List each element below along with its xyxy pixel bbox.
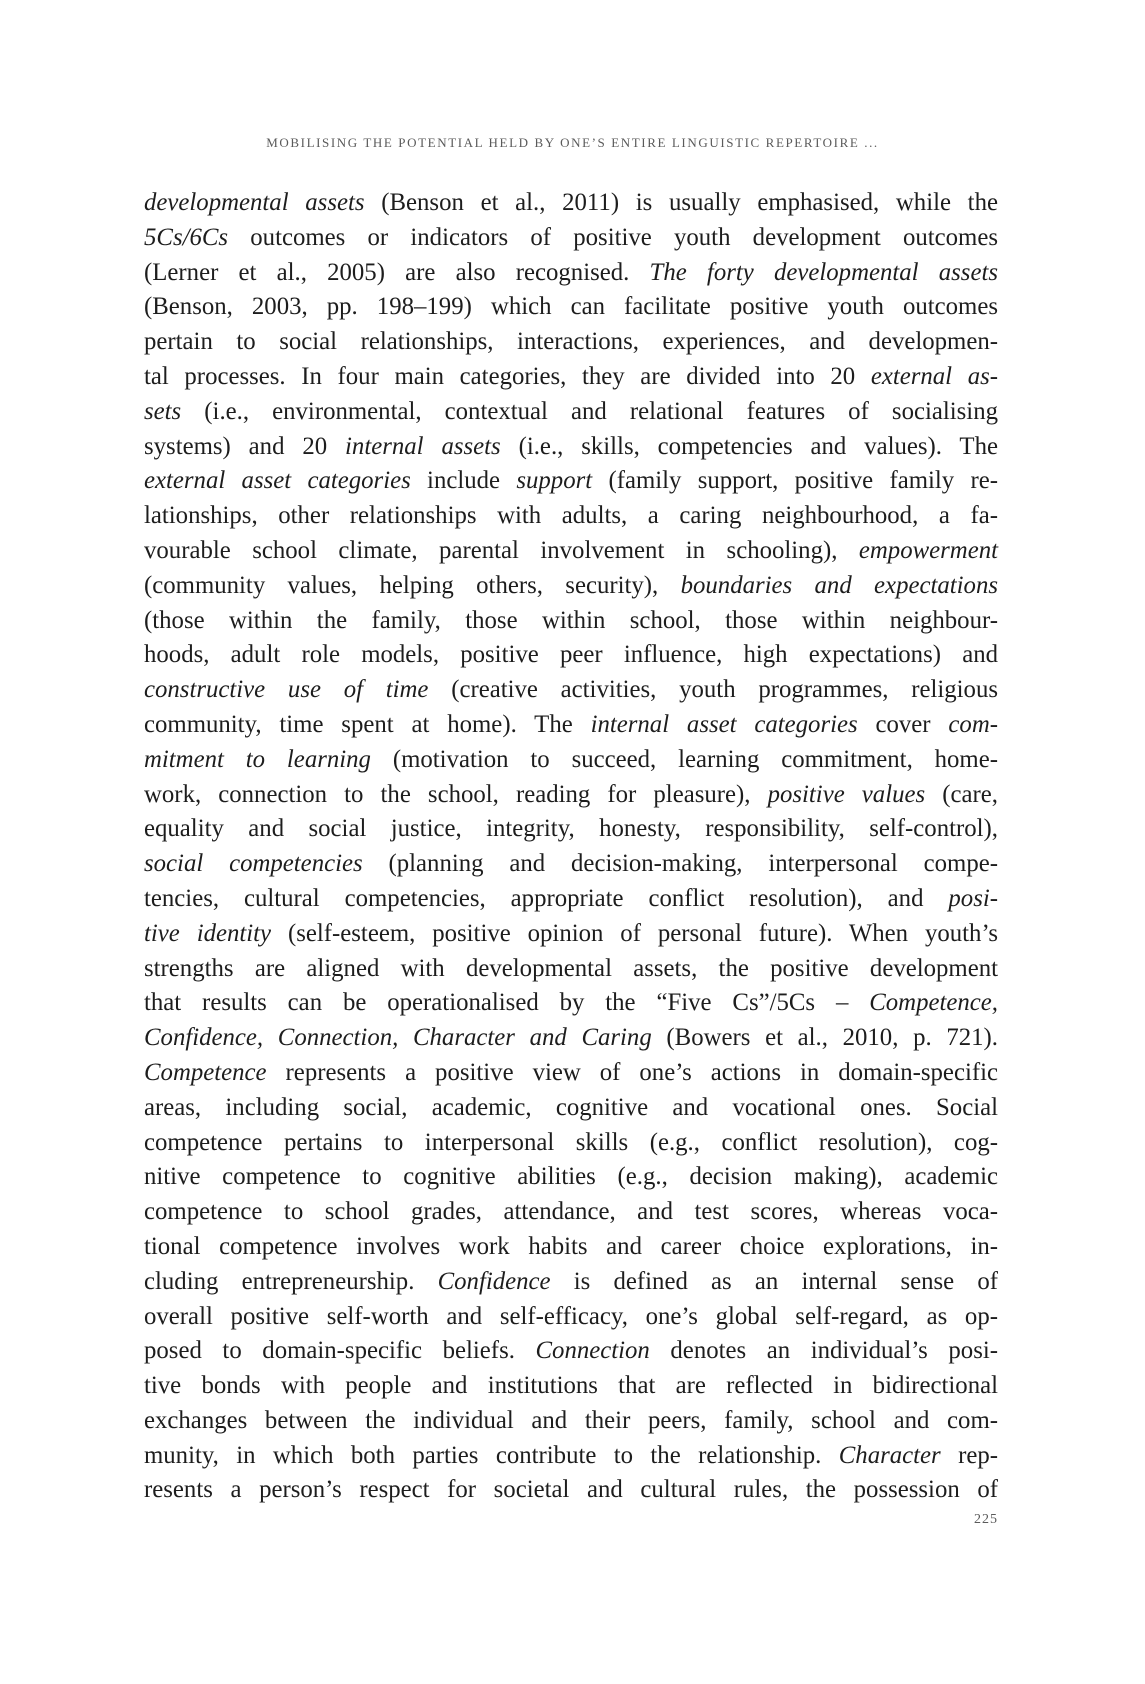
- text-line: [144, 673, 998, 708]
- text-segment: (community values, helping others, security),: [144, 571, 681, 599]
- italic-text: support: [516, 467, 593, 495]
- text-line: [144, 290, 998, 325]
- text-segment: that results can be operationalised by the “Five Cs”/5Cs –: [144, 989, 870, 1017]
- text-line: [144, 395, 998, 430]
- text-segment: areas, including social, academic, cognitive and vocational ones. Social: [144, 1093, 998, 1121]
- italic-text: tive identity: [144, 919, 272, 947]
- italic-text: com-: [948, 710, 998, 738]
- text-segment: posed to domain-specific beliefs.: [144, 1337, 536, 1365]
- text-line: [144, 186, 998, 221]
- text-line: [144, 534, 998, 569]
- italic-text: social competencies: [144, 850, 363, 878]
- text-segment: (family support, positive family re-: [592, 467, 999, 495]
- text-segment: nitive competence to cognitive abilities (e.g., decision making), academic: [144, 1163, 998, 1191]
- text-line: [144, 882, 998, 917]
- text-segment: tal processes. In four main categories, they are divided into 20: [144, 362, 871, 390]
- text-line: [144, 1439, 998, 1474]
- text-segment: rep-: [940, 1441, 998, 1469]
- text-segment: cover: [857, 710, 949, 738]
- italic-text: posi-: [948, 884, 998, 912]
- text-segment: (Bowers et al., 2010, p. 721).: [651, 1024, 998, 1052]
- text-segment: (motivation to succeed, learning commitment, home-: [370, 745, 998, 773]
- text-segment: competence pertains to interpersonal skills (e.g., conflict resolution), cog-: [144, 1128, 998, 1156]
- text-line: [144, 986, 998, 1021]
- text-segment: competence to school grades, attendance, and test scores, whereas voca-: [144, 1198, 998, 1226]
- italic-text: positive values: [767, 780, 926, 808]
- italic-text: boundaries and expectations: [680, 571, 998, 599]
- text-line: [144, 1404, 998, 1439]
- text-line: [144, 847, 998, 882]
- text-segment: is defined as an internal sense of: [550, 1267, 999, 1295]
- text-line: [144, 812, 998, 847]
- text-line: [144, 1160, 998, 1195]
- text-segment: strengths are aligned with developmental assets, the positive development: [144, 954, 998, 982]
- text-segment: (i.e., environmental, contextual and relational features of socialising: [181, 397, 998, 425]
- text-segment: tencies, cultural competencies, appropriate conflict resolution), and: [144, 884, 949, 912]
- text-line: [144, 325, 998, 360]
- text-segment: resents a person’s respect for societal and cultural rules, the possession of: [144, 1476, 998, 1504]
- italic-text: The forty developmental assets: [649, 258, 998, 286]
- text-line: [144, 638, 998, 673]
- text-segment: (care,: [925, 780, 998, 808]
- text-line: [144, 221, 998, 256]
- text-line: [144, 1091, 998, 1126]
- italic-text: Character: [838, 1441, 941, 1469]
- text-line: [144, 1334, 998, 1369]
- text-segment: (self-esteem, positive opinion of personal future). When youth’s: [271, 919, 998, 947]
- italic-text: developmental assets: [144, 189, 365, 216]
- italic-text: Competence,: [869, 989, 998, 1017]
- text-segment: cluding entrepreneurship.: [144, 1267, 438, 1295]
- italic-text: Confidence, Connection, Character and Caring: [144, 1024, 652, 1052]
- italic-text: external as-: [870, 362, 999, 390]
- text-line: [144, 1230, 998, 1265]
- text-segment: denotes an individual’s posi-: [649, 1337, 998, 1365]
- italic-text: 5Cs/6Cs: [144, 223, 229, 251]
- italic-text: empowerment: [858, 536, 998, 564]
- text-segment: (Lerner et al., 2005) are also recognised.: [144, 258, 650, 286]
- text-line: [144, 430, 998, 465]
- text-line: [144, 604, 998, 639]
- text-line: [144, 1195, 998, 1230]
- italic-text: Connection: [535, 1337, 650, 1365]
- text-line: [144, 360, 998, 395]
- text-segment: (those within the family, those within school, those within neighbour-: [144, 606, 998, 634]
- text-line: [144, 569, 998, 604]
- text-line: [144, 743, 998, 778]
- running-head: MOBILISING THE POTENTIAL HELD BY ONE’S ENTIRE LINGUISTIC REPERTOIRE ...: [266, 135, 879, 150]
- text-line: [144, 1300, 998, 1335]
- text-segment: work, connection to the school, reading for pleasure),: [144, 780, 768, 808]
- text-line: [144, 1369, 998, 1404]
- text-segment: (Benson et al., 2011) is usually emphasised, while the: [364, 189, 998, 216]
- italic-text: mitment to learning: [144, 745, 371, 773]
- text-segment: include: [410, 467, 517, 495]
- text-segment: pertain to social relationships, interactions, experiences, and developmen-: [144, 328, 998, 356]
- text-line: [144, 1021, 998, 1056]
- text-segment: tive bonds with people and institutions that are reflected in bidirectional: [144, 1372, 998, 1400]
- text-segment: community, time spent at home). The: [144, 710, 591, 738]
- italic-text: external asset categories: [144, 467, 411, 495]
- text-line: [144, 708, 998, 743]
- italic-text: Confidence: [437, 1267, 551, 1295]
- text-segment: vourable school climate, parental involvement in schooling),: [144, 536, 859, 564]
- text-line: [144, 464, 998, 499]
- text-line: [144, 778, 998, 813]
- text-segment: (creative activities, youth programmes, religious: [428, 676, 998, 704]
- text-segment: (Benson, 2003, pp. 198–199) which can facilitate positive youth outcomes: [144, 293, 998, 321]
- text-segment: tional competence involves work habits and career choice explorations, in-: [144, 1232, 998, 1260]
- text-line: [144, 1126, 998, 1161]
- text-segment: munity, in which both parties contribute to the relationship.: [144, 1441, 839, 1469]
- text-segment: equality and social justice, integrity, honesty, responsibility, self-control),: [144, 815, 998, 843]
- italic-text: internal asset categories: [590, 710, 858, 738]
- text-line: [144, 1473, 998, 1508]
- body-paragraph: [144, 186, 998, 1508]
- text-segment: outcomes or indicators of positive youth development outcomes: [228, 223, 998, 251]
- italic-text: constructive use of time: [144, 676, 429, 704]
- text-line: [144, 952, 998, 987]
- text-segment: systems) and 20: [144, 432, 346, 460]
- text-segment: exchanges between the individual and their peers, family, school and com-: [144, 1406, 998, 1434]
- text-segment: overall positive self-worth and self-efficacy, one’s global self-regard, as op-: [144, 1302, 998, 1330]
- text-segment: lationships, other relationships with adults, a caring neighbourhood, a fa-: [144, 502, 998, 530]
- text-segment: represents a positive view of one’s actions in domain-specific: [266, 1058, 998, 1086]
- text-line: [144, 1265, 998, 1300]
- italic-text: internal assets: [345, 432, 501, 460]
- text-line: [144, 1056, 998, 1091]
- text-line: [144, 917, 998, 952]
- italic-text: Competence: [144, 1058, 267, 1086]
- text-line: [144, 499, 998, 534]
- text-segment: hoods, adult role models, positive peer influence, high expectations) and: [144, 641, 998, 669]
- text-segment: (planning and decision-making, interpersonal compe-: [362, 850, 999, 878]
- page-number: 225: [974, 1512, 998, 1527]
- text-line: [144, 256, 998, 291]
- text-segment: (i.e., skills, competencies and values). The: [500, 432, 998, 460]
- italic-text: sets: [144, 397, 182, 425]
